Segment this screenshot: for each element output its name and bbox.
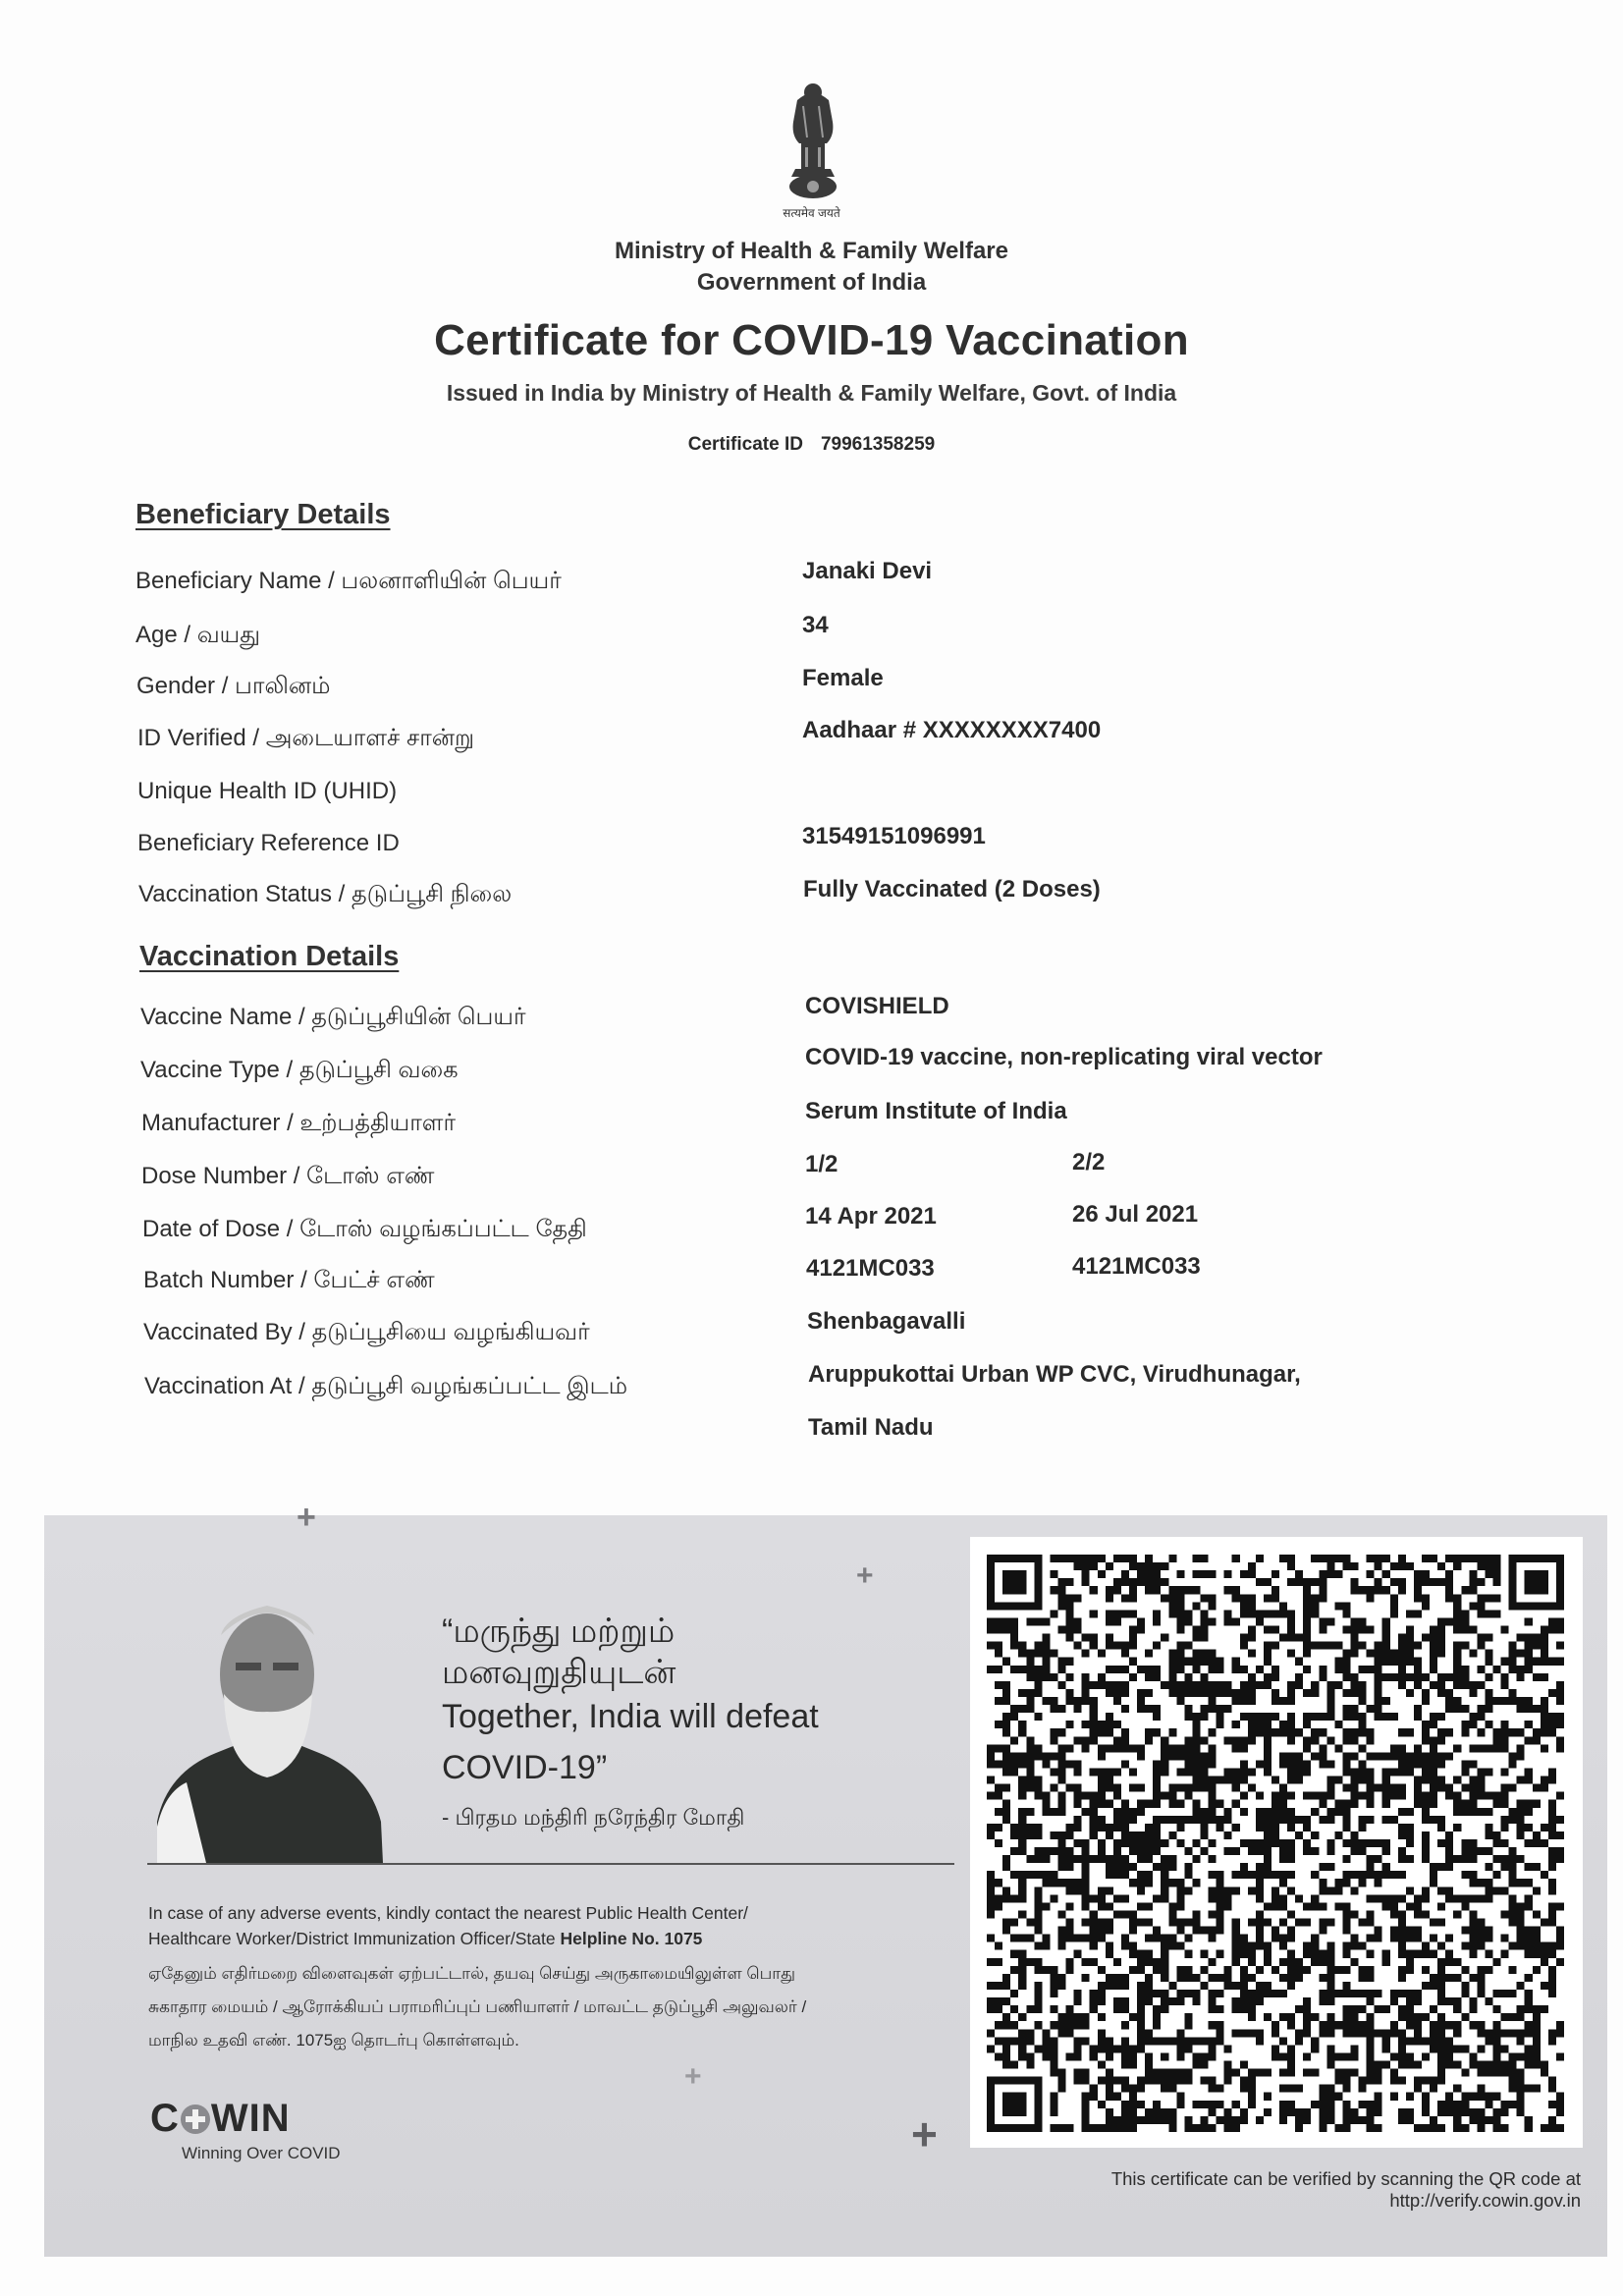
- quote-attribution: - பிரதம மந்திரி நரேந்திர மோதி: [442, 1805, 745, 1830]
- portrait-photo-icon: [147, 1596, 388, 1863]
- adverse-events-notice-tamil: [148, 1957, 953, 2057]
- vaccination-details-heading: Vaccination Details: [139, 941, 400, 972]
- beneficiary-reference-id-label: Beneficiary Reference ID: [137, 830, 400, 856]
- uhid-label: Unique Health ID (UHID): [137, 778, 398, 804]
- certificate-id-label: Certificate ID: [687, 434, 803, 455]
- quote-english-line-2: COVID-19”: [442, 1749, 608, 1786]
- plus-decoration-icon: +: [911, 2108, 938, 2159]
- vaccination-at-value: Aruppukottai Urban WP CVC, Virudhunagar,: [808, 1361, 1301, 1388]
- vaccination-at-label: Vaccination At / தடுப்பூசி வழங்கப்பட்ட இடம்: [144, 1373, 627, 1399]
- vaccinated-by-label: Vaccinated By / தடுப்பூசியை வழங்கியவர்: [143, 1319, 590, 1345]
- emblem-motto: सत्यमेव जयते: [783, 206, 840, 220]
- vaccination-status-value: Fully Vaccinated (2 Doses): [803, 876, 1101, 902]
- verification-line-1: This certificate can be verified by scanning the QR code at: [1110, 2168, 1581, 2189]
- gender-value: Female: [802, 665, 884, 691]
- adverse-en-line-1: In case of any adverse events, kindly contact the nearest Public Health Center/: [148, 1903, 748, 1923]
- adverse-ta-line-2: சுகாதார மையம் / ஆரோக்கியப் பராமரிப்புப் பணியாளர் / மாவட்ட தடுப்பூசி அலுவலர் /: [148, 1997, 807, 2016]
- vaccinated-by-value: Shenbagavalli: [807, 1308, 966, 1335]
- beneficiary-details-heading: Beneficiary Details: [135, 499, 391, 530]
- quote-english: [442, 1691, 952, 1793]
- certificate-id: [0, 434, 1623, 456]
- banner-divider: [147, 1863, 954, 1865]
- id-verified-label: ID Verified / அடையாளச் சான்று: [137, 725, 475, 751]
- quote-tamil: [442, 1611, 676, 1693]
- cowin-logo: [150, 2097, 291, 2141]
- ministry-line-2: Government of India: [696, 269, 927, 296]
- date-of-dose-label: Date of Dose / டோஸ் வழங்கப்பட்ட தேதி: [142, 1216, 587, 1242]
- cowin-plus-circle-icon: [181, 2105, 210, 2134]
- quote-tamil-line-1: “மருந்து மற்றும்: [442, 1613, 676, 1650]
- age-label: Age / வயது: [135, 622, 261, 648]
- plus-decoration-icon: +: [297, 1499, 316, 1536]
- adverse-ta-line-3: மாநில உதவி எண். 1075ஐ தொடர்பு கொள்ளவும்.: [148, 2031, 519, 2050]
- vaccine-type-label: Vaccine Type / தடுப்பூசி வகை: [140, 1057, 459, 1083]
- verification-note: [982, 2168, 1581, 2212]
- quote-tamil-line-2: மனவுறுதியுடன்: [442, 1654, 676, 1691]
- helpline-number: Helpline No. 1075: [560, 1929, 703, 1948]
- vaccination-status-label: Vaccination Status / தடுப்பூசி நிலை: [138, 881, 513, 907]
- plus-decoration-icon: +: [856, 1559, 874, 1592]
- verification-url[interactable]: http://verify.cowin.gov.in: [1389, 2190, 1581, 2211]
- id-verified-value: Aadhaar # XXXXXXXX7400: [802, 717, 1102, 743]
- adverse-en-line-2: [148, 1926, 953, 1951]
- vaccine-name-label: Vaccine Name / தடுப்பூசியின் பெயர்: [140, 1004, 526, 1030]
- national-emblem-icon: [776, 79, 850, 216]
- certificate-subtitle: Issued in India by Ministry of Health & Family Welfare, Govt. of India: [446, 380, 1177, 406]
- manufacturer-label: Manufacturer / உற்பத்தியாளர்: [141, 1110, 456, 1136]
- dose-number-1: 1/2: [805, 1151, 839, 1177]
- beneficiary-name-value: Janaki Devi: [802, 558, 933, 584]
- vaccine-name-value: COVISHIELD: [805, 993, 949, 1019]
- cowin-logo-c: C: [150, 2097, 180, 2140]
- beneficiary-reference-id-value: 31549151096991: [802, 823, 986, 849]
- certificate-id-value: 79961358259: [820, 434, 936, 455]
- cowin-logo-win: WIN: [210, 2097, 291, 2140]
- date-of-dose-2: 26 Jul 2021: [1072, 1201, 1199, 1228]
- batch-number-label: Batch Number / பேட்ச் எண்: [143, 1267, 435, 1293]
- manufacturer-value: Serum Institute of India: [805, 1098, 1067, 1124]
- beneficiary-name-label: Beneficiary Name / பலனாளியின் பெயர்: [135, 568, 562, 594]
- cowin-tagline: Winning Over COVID: [182, 2144, 341, 2162]
- adverse-ta-line-1: ஏதேனும் எதிர்மறை விளைவுகள் ஏற்பட்டால், தயவு செய்து அருகாமையிலுள்ள பொது: [148, 1964, 795, 1983]
- adverse-en-line-2-text: Healthcare Worker/District Immunization Officer/State: [148, 1929, 561, 1948]
- ministry-name: [0, 236, 1623, 299]
- age-value: 34: [802, 612, 829, 638]
- quote-english-line-1: Together, India will defeat: [442, 1698, 819, 1735]
- gender-label: Gender / பாலினம்: [136, 673, 331, 699]
- adverse-events-notice-english: [148, 1900, 953, 1951]
- vaccine-type-value: COVID-19 vaccine, non-replicating viral vector: [805, 1044, 1323, 1070]
- batch-number-1: 4121MC033: [806, 1255, 935, 1282]
- batch-number-2: 4121MC033: [1072, 1253, 1201, 1280]
- plus-decoration-icon: +: [684, 2060, 702, 2093]
- certificate-title: Certificate for COVID-19 Vaccination: [434, 316, 1189, 364]
- date-of-dose-1: 14 Apr 2021: [805, 1203, 937, 1230]
- qr-code-icon: [987, 1555, 1564, 2132]
- ministry-line-1: Ministry of Health & Family Welfare: [615, 238, 1008, 264]
- dose-number-label: Dose Number / டோஸ் எண்: [141, 1163, 435, 1189]
- vaccination-at-value-line2: Tamil Nadu: [808, 1414, 934, 1441]
- dose-number-2: 2/2: [1072, 1149, 1106, 1175]
